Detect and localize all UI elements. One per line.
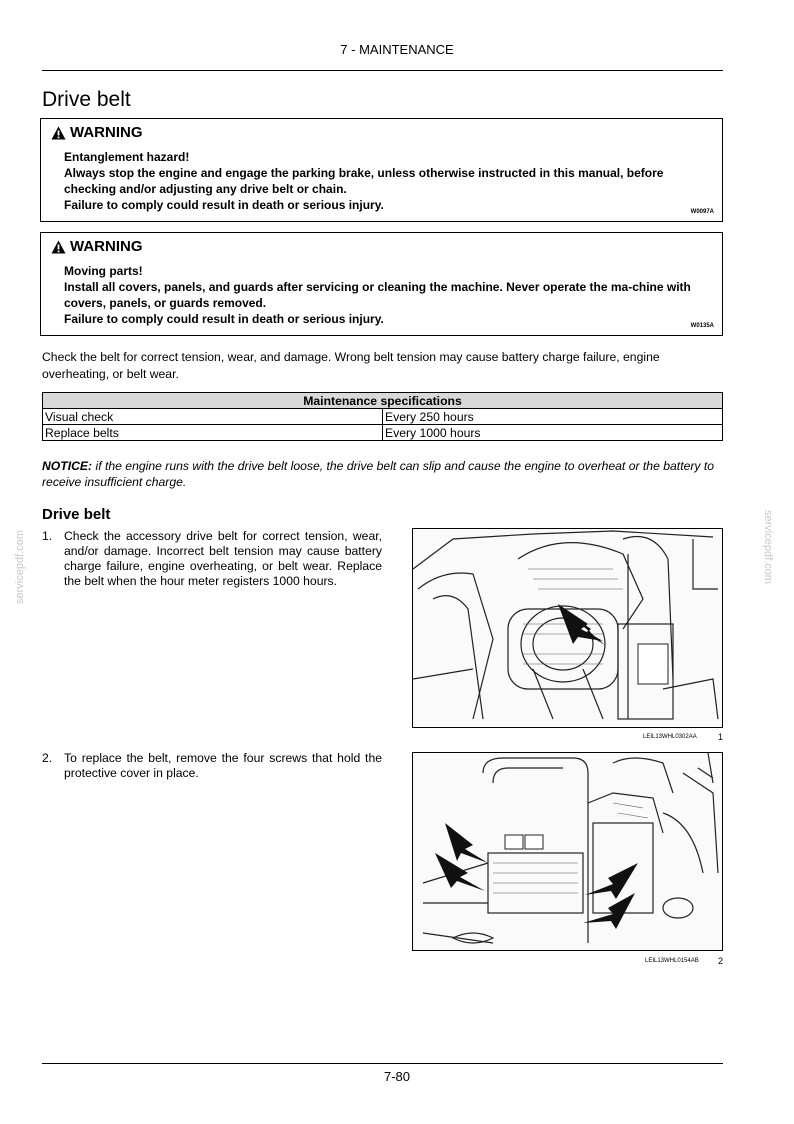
warning-box-entanglement — [40, 118, 723, 222]
notice-paragraph — [42, 458, 723, 490]
warning-line: Moving parts! — [64, 264, 143, 278]
maintenance-spec-table — [42, 392, 723, 441]
cover-illustration — [413, 753, 723, 951]
warning-label: WARNING — [70, 124, 143, 141]
step-text: Check the accessory drive belt for correct tension, wear, and/or damage. Incorrect belt tension may cause battery charge failure, engine overheating, or belt wear. Replace the belt when the hour meter registers 1000 hours. — [64, 529, 382, 588]
warning-line: Failure to comply could result in death or serious injury. — [64, 198, 384, 212]
step-1 — [42, 529, 382, 589]
warning-label: WARNING — [70, 238, 143, 255]
notice-text: if the engine runs with the drive belt loose, the drive belt can slip and cause the engine to overheat or the battery to receive insufficient charge. — [42, 459, 715, 489]
section-subheading: Drive belt — [42, 506, 111, 523]
step-number: 1. — [42, 529, 53, 543]
warning-line: Always stop the engine and engage the parking brake, unless otherwise instructed in this manual, before checking and/or adjusting any drive belt or chain. — [64, 166, 664, 196]
warning-heading — [51, 124, 143, 141]
figure-number: 2 — [718, 956, 724, 966]
warning-heading — [51, 238, 143, 255]
page-number: 7-80 — [383, 1069, 411, 1084]
warning-line: Failure to comply could result in death or serious injury. — [64, 312, 384, 326]
warning-body — [64, 149, 704, 213]
table-cell-item: Visual check — [43, 409, 383, 425]
warning-line: Install all covers, panels, and guards after servicing or cleaning the machine. Never operate the ma-chine with covers, panels, or guards removed. — [64, 280, 691, 310]
footer-rule — [42, 1063, 723, 1064]
warning-line: Entanglement hazard! — [64, 150, 190, 164]
intro-paragraph: Check the belt for correct tension, wear, and damage. Wrong belt tension may cause battery charge failure, engine overheating, or belt wear. — [42, 350, 660, 381]
figure-engine-belt — [412, 528, 723, 728]
watermark-left: servicepdf.com — [14, 530, 26, 604]
warning-box-moving-parts — [40, 232, 723, 336]
table-row — [43, 409, 723, 425]
warning-triangle-icon — [51, 240, 66, 254]
table-cell-interval: Every 1000 hours — [383, 425, 723, 441]
warning-code: W0097A — [690, 209, 714, 215]
engine-illustration — [413, 529, 723, 728]
table-cell-interval: Every 250 hours — [383, 409, 723, 425]
table-cell-item: Replace belts — [43, 425, 383, 441]
warning-triangle-icon — [51, 126, 66, 140]
notice-label: NOTICE: — [42, 459, 93, 473]
step-text: To replace the belt, remove the four screws that hold the protective cover in place. — [64, 751, 382, 780]
step-number: 2. — [42, 751, 53, 765]
warning-code: W0135A — [690, 323, 714, 329]
section-header: 7 - MAINTENANCE — [340, 42, 454, 57]
watermark-right: servicepdf.com — [762, 510, 774, 584]
header-rule — [42, 70, 723, 71]
warning-body — [64, 263, 704, 327]
figure-number: 1 — [718, 732, 724, 742]
table-row — [43, 425, 723, 441]
figure-protective-cover — [412, 752, 723, 951]
step-2 — [42, 751, 382, 781]
figure-caption: LEIL13WHL0302AA — [643, 734, 697, 740]
page-title: Drive belt — [42, 88, 131, 111]
figure-caption: LEIL13WHL0154AB — [645, 958, 699, 964]
table-header: Maintenance specifications — [43, 393, 723, 409]
